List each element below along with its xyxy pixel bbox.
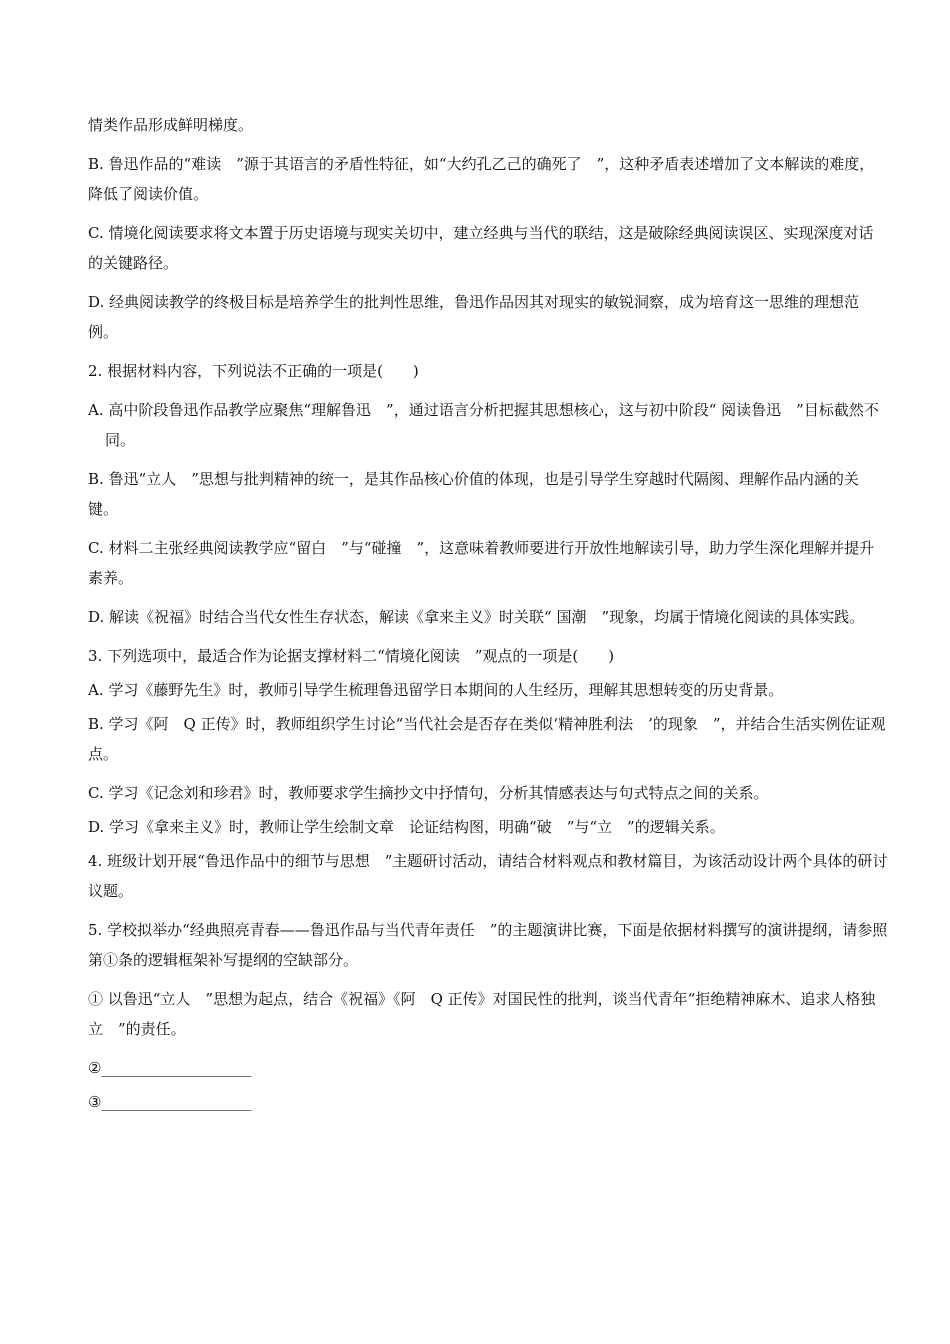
q2-option-b: B. 鲁迅“立人 ”思想与批判精神的统一，是其作品核心价值的体现，也是引导学生穿越时代隔阂、理解作品内涵的关键。: [88, 470, 859, 518]
document-page: [88, 110, 888, 1117]
q2-option-a: A. 高中阶段鲁迅作品教学应聚焦“理解鲁迅 ”，通过语言分析把握其思想核心，这与初中阶段“ 阅读鲁迅 ”目标截然不同。: [88, 401, 879, 449]
q3-option-d: D. 学习《拿来主义》时，教师让学生绘制文章 论证结构图，明确“破 ”与“立 ”的逻辑关系。: [88, 818, 725, 836]
q3-option-b: B. 学习《阿 Q 正传》时，教师组织学生讨论“当代社会是否存在类似‘精神胜利法 ’的现象 ”，并结合生活实例佐证观点。: [88, 715, 886, 763]
q2-option-c: C. 材料二主张经典阅读教学应“留白 ”与“碰撞 ”，这意味着教师要进行开放性地解读引导，助力学生深化理解并提升素养。: [88, 539, 875, 587]
q2-option-d: D. 解读《祝福》时结合当代女性生存状态，解读《拿来主义》时关联“ 国潮 ”现象，均属于情境化阅读的具体实践。: [88, 608, 865, 626]
q1-option-c: C. 情境化阅读要求将文本置于历史语境与现实关切中，建立经典与当代的联结，这是破除经典阅读误区、实现深度对话的关键路径。: [88, 224, 874, 272]
q2-stem: 2. 根据材料内容，下列说法不正确的一项是( ): [88, 362, 419, 380]
q1-option-d: D. 经典阅读教学的终极目标是培养学生的批判性思维，鲁迅作品因其对现实的敏锐洞察，成为培育这一思维的理想范例。: [88, 293, 860, 341]
q3-stem: 3. 下列选项中，最适合作为论据支撑材料二“情境化阅读 ”观点的一项是( ): [88, 647, 615, 665]
continuation-text: 情类作品形成鲜明梯度。: [88, 116, 254, 134]
q3-option-a: A. 学习《藤野先生》时，教师引导学生梳理鲁迅留学日本期间的人生经历，理解其思想转变的历史背景。: [88, 681, 784, 699]
q1-option-b: B. 鲁迅作品的“难读 ”源于其语言的矛盾性特征，如“大约孔乙己的确死了 ”，这种矛盾表述增加了文本解读的难度，降低了阅读价值。: [88, 155, 875, 203]
q5-outline-item-3-blank: ③____________________: [88, 1093, 252, 1111]
q5-outline-item-1: ① 以鲁迅“立人 ”思想为起点，结合《祝福》《阿 Q 正传》对国民性的批判，谈当代青年“拒绝精神麻木、追求人格独立 ”的责任。: [88, 990, 876, 1038]
q3-option-c: C. 学习《记念刘和珍君》时，教师要求学生摘抄文中抒情句，分析其情感表达与句式特点之间的关系。: [88, 784, 769, 802]
q5-outline-item-2-blank: ②____________________: [88, 1059, 252, 1077]
q4-stem: 4. 班级计划开展“鲁迅作品中的细节与思想 ”主题研讨活动，请结合材料观点和教材篇目，为该活动设计两个具体的研讨议题。: [88, 852, 888, 900]
q5-stem: 5. 学校拟举办“经典照亮青春——鲁迅作品与当代青年责任 ”的主题演讲比赛，下面是依据材料撰写的演讲提纲，请参照第①条的逻辑框架补写提纲的空缺部分。: [88, 921, 888, 969]
